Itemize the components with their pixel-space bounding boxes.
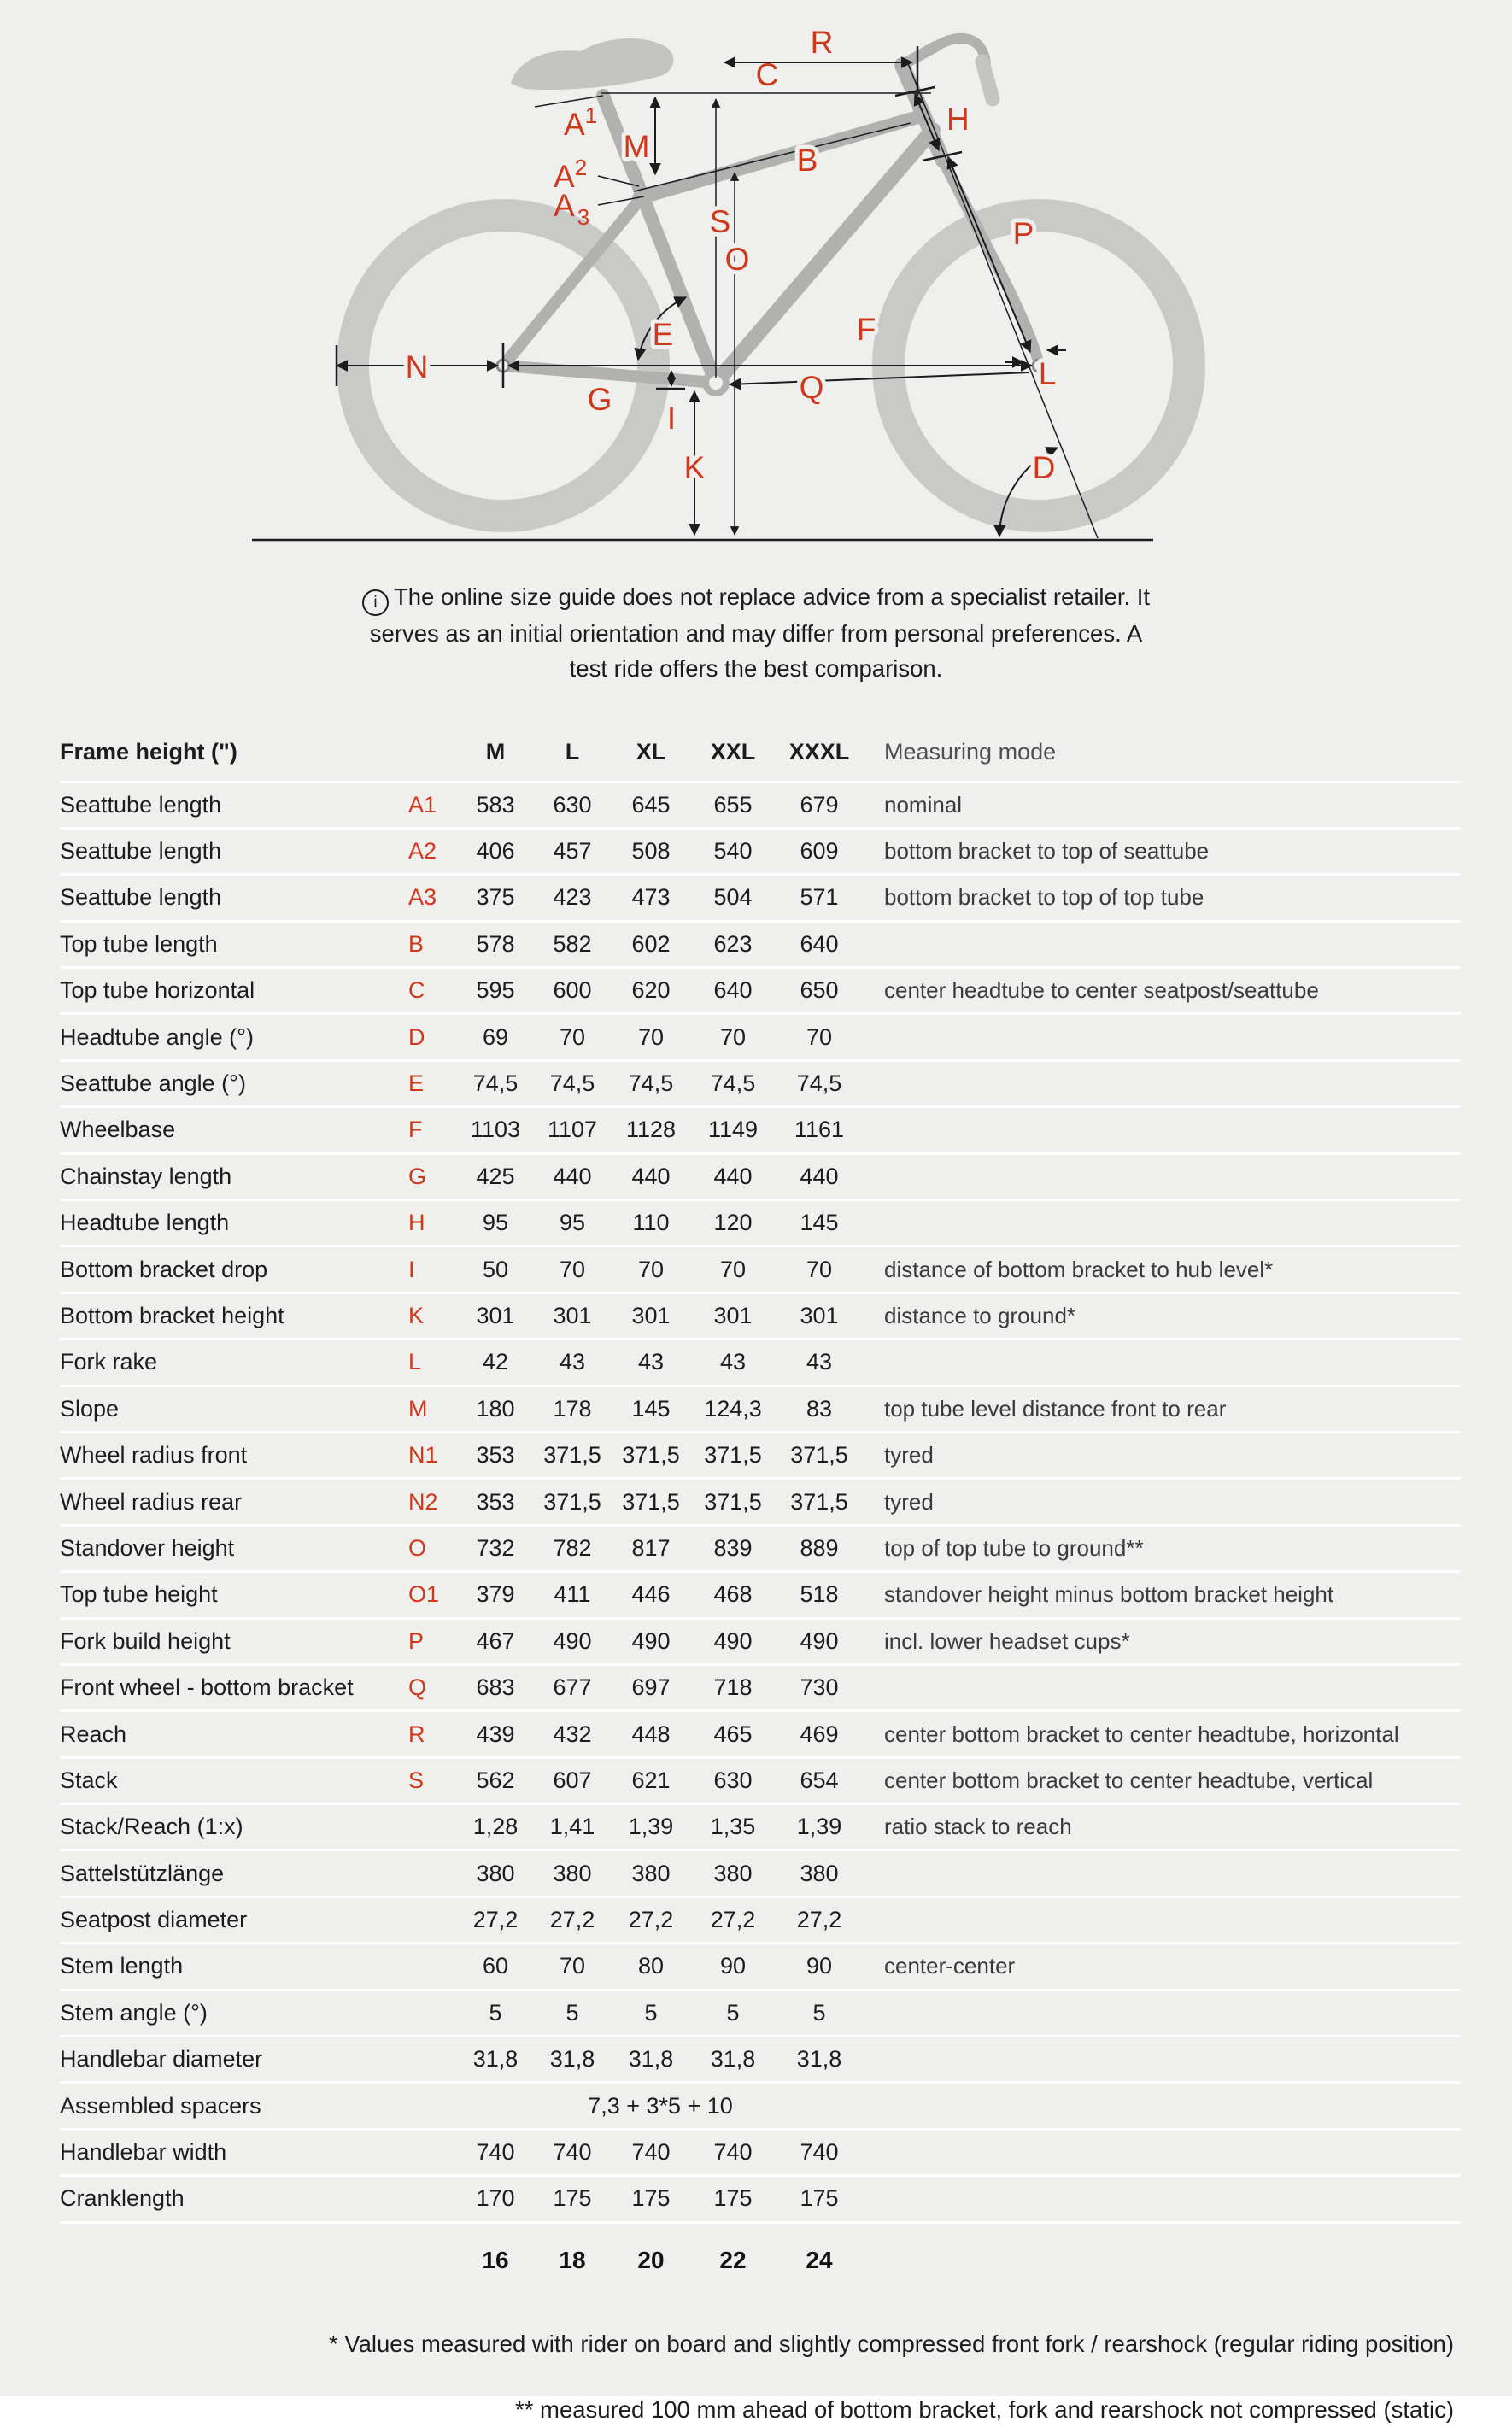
table-row	[60, 1620, 1461, 1666]
row-value: 180	[476, 1395, 515, 1422]
dimension-label-K: K	[683, 450, 706, 485]
row-value: 718	[713, 1674, 753, 1701]
table-row	[60, 783, 1461, 830]
row-value: 469	[800, 1721, 839, 1747]
dimension-label-A3: A $_3$	[554, 188, 590, 230]
row-label: Cranklength	[60, 2185, 185, 2212]
row-value: 623	[713, 930, 753, 957]
row-value: 90	[806, 1953, 833, 1979]
row-code: O1	[408, 1581, 440, 1608]
row-label: Slope	[60, 1395, 120, 1422]
row-value: 301	[553, 1302, 592, 1328]
row-measuring-mode: tyred	[884, 1488, 934, 1515]
table-row	[60, 1294, 1461, 1340]
row-value: 595	[476, 977, 515, 1004]
row-value: 609	[800, 838, 839, 865]
row-code: A3	[408, 884, 437, 911]
row-value: 70	[719, 1256, 747, 1282]
row-value: 27,2	[472, 1907, 519, 1933]
row-value: 650	[800, 977, 839, 1004]
row-value: 1149	[707, 1117, 759, 1143]
row-value: 1128	[625, 1117, 677, 1143]
row-value: 889	[800, 1534, 839, 1561]
row-code: N1	[408, 1442, 438, 1469]
row-value: 1,39	[796, 1814, 842, 1840]
row-code: M	[408, 1395, 428, 1422]
row-value: 371,5	[790, 1442, 848, 1469]
table-row	[60, 2131, 1461, 2177]
row-value: 607	[553, 1767, 592, 1793]
table-row	[60, 923, 1461, 969]
row-value: 120	[713, 1210, 753, 1236]
row-value: 1107	[547, 1117, 598, 1143]
row-label: Top tube height	[60, 1581, 218, 1608]
row-value: 70	[806, 1256, 833, 1282]
row-value: 42	[482, 1349, 509, 1375]
row-code: O	[408, 1534, 427, 1561]
row-measuring-mode: distance of bottom bracket to hub level*	[884, 1256, 1274, 1282]
row-value: 175	[631, 2185, 671, 2212]
row-value: 371,5	[790, 1488, 848, 1515]
row-label: Fork rake	[60, 1349, 158, 1375]
row-value: 439	[476, 1721, 515, 1747]
row-label: Seatpost diameter	[60, 1907, 248, 1933]
row-value: 43	[806, 1349, 833, 1375]
row-value: 740	[631, 2139, 671, 2166]
row-measuring-mode: incl. lower headset cups*	[884, 1627, 1130, 1654]
table-row	[60, 1666, 1461, 1712]
row-value: 504	[713, 884, 753, 911]
row-value: 654	[800, 1767, 839, 1793]
row-value: 380	[553, 1860, 592, 1886]
table-row	[60, 2037, 1461, 2084]
row-value: 60	[482, 1953, 509, 1979]
row-code: K	[408, 1302, 425, 1328]
row-value: 145	[800, 1210, 839, 1236]
row-label: Fork build height	[60, 1627, 231, 1654]
table-row	[60, 969, 1461, 1015]
row-value: 70	[637, 1023, 665, 1050]
row-value: 425	[476, 1163, 515, 1189]
dimension-label-E: E	[652, 317, 674, 352]
info-icon: i	[362, 589, 389, 616]
row-code: L	[408, 1349, 422, 1375]
row-value: 70	[559, 1953, 586, 1979]
row-value: 27,2	[710, 1907, 756, 1933]
row-label: Bottom bracket drop	[60, 1256, 268, 1282]
row-value: 371,5	[704, 1442, 762, 1469]
row-value: 740	[553, 2139, 592, 2166]
row-value: 380	[800, 1860, 839, 1886]
row-code: Q	[408, 1674, 427, 1701]
row-value: 70	[719, 1023, 747, 1050]
row-value: 1,35	[710, 1814, 756, 1840]
row-value: 70	[559, 1256, 586, 1282]
row-value: 353	[476, 1442, 515, 1469]
row-label: Stem length	[60, 1953, 184, 1979]
row-label: Top tube horizontal	[60, 977, 255, 1004]
b-line	[634, 123, 911, 191]
row-value: 1,41	[549, 1814, 595, 1840]
row-code: B	[408, 930, 425, 957]
row-value: 371,5	[543, 1442, 601, 1469]
row-value: 440	[713, 1163, 753, 1189]
row-value: 27,2	[628, 1907, 674, 1933]
info-note	[355, 579, 1157, 687]
row-value: 490	[553, 1627, 592, 1654]
column-header-xxxl: XXXL	[788, 739, 850, 765]
row-code: G	[408, 1163, 427, 1189]
dimension-label-A1: $A^1$	[564, 103, 598, 142]
row-value: 74,5	[472, 1070, 519, 1097]
table-title: Frame height (")	[60, 739, 237, 765]
row-measuring-mode: center bottom bracket to center headtube, vertical	[884, 1767, 1374, 1793]
row-value: 740	[476, 2139, 515, 2166]
column-header-m: M	[485, 739, 506, 765]
size-inches: 22	[719, 2246, 747, 2273]
row-value: 5	[726, 1999, 740, 2026]
dimension-label-M: M	[623, 129, 650, 164]
row-measuring-mode: center headtube to center seatpost/seattube	[884, 977, 1319, 1004]
row-label: Seattube length	[60, 884, 222, 911]
dimension-label-P: P	[1012, 216, 1034, 251]
dimension-label-G: G	[587, 382, 612, 417]
row-label: Bottom bracket height	[60, 1302, 284, 1328]
row-value: 640	[713, 977, 753, 1004]
table-row	[60, 2084, 1461, 2130]
table-row	[60, 1712, 1461, 1758]
row-value: 31,8	[628, 2046, 674, 2072]
row-value: 301	[713, 1302, 753, 1328]
row-label: Wheel radius rear	[60, 1488, 243, 1515]
row-measuring-mode: center-center	[884, 1953, 1016, 1979]
row-value: 70	[637, 1256, 665, 1282]
row-value: 110	[632, 1210, 670, 1236]
row-measuring-mode: bottom bracket to top of seattube	[884, 838, 1210, 865]
row-value: 411	[554, 1581, 591, 1608]
row-value: 540	[713, 838, 753, 865]
row-value: 571	[800, 884, 839, 911]
row-value: 69	[482, 1023, 509, 1050]
size-inches: 18	[559, 2246, 586, 2273]
row-measuring-mode: bottom bracket to top of top tube	[884, 884, 1204, 911]
table-row	[60, 1480, 1461, 1526]
bike-geometry-diagram	[0, 0, 1512, 557]
info-note-text: The online size guide does not replace advice from a specialist retailer. It serves as an initial orientation and may differ from personal preferences. A test ride offers the best comparison.	[369, 583, 1151, 683]
row-label: Stack	[60, 1767, 118, 1793]
dimension-label-A2: $A^2$	[554, 155, 588, 194]
row-value: 839	[713, 1534, 753, 1561]
row-value: 371,5	[622, 1488, 680, 1515]
row-value: 43	[637, 1349, 665, 1375]
row-value: 683	[476, 1674, 515, 1701]
row-value: 353	[476, 1488, 515, 1515]
row-code: F	[408, 1117, 423, 1143]
row-value: 473	[631, 884, 671, 911]
row-value: 5	[489, 1999, 502, 2026]
row-value: 740	[800, 2139, 839, 2166]
row-code: S	[408, 1767, 425, 1793]
row-value: 655	[713, 791, 753, 818]
table-header-row	[60, 724, 1461, 783]
row-value: 440	[631, 1163, 671, 1189]
row-code: I	[408, 1256, 415, 1282]
row-value: 50	[482, 1256, 509, 1282]
row-value: 508	[631, 838, 671, 865]
row-value: 74,5	[628, 1070, 674, 1097]
row-code: A1	[408, 791, 437, 818]
row-value: 375	[476, 884, 515, 911]
column-header-xl: XL	[636, 739, 666, 765]
row-value: 817	[631, 1534, 671, 1561]
row-value: 679	[800, 791, 839, 818]
dimension-label-I: I	[666, 401, 677, 436]
row-code: N2	[408, 1488, 438, 1515]
row-value: 170	[476, 2185, 515, 2212]
frame-sizes-row	[60, 2247, 1461, 2274]
row-value: 178	[553, 1395, 592, 1422]
row-value: 440	[800, 1163, 839, 1189]
table-row	[60, 1108, 1461, 1154]
row-value: 1103	[470, 1117, 521, 1143]
row-value: 70	[559, 1023, 586, 1050]
row-value: 732	[476, 1534, 515, 1561]
row-value: 740	[713, 2139, 753, 2166]
row-value: 83	[806, 1395, 833, 1422]
row-measuring-mode: nominal	[884, 791, 963, 818]
bike-diagram-svg	[0, 0, 1512, 557]
row-value-span: 7,3 + 3*5 + 10	[588, 2092, 733, 2119]
row-value: 5	[644, 1999, 658, 2026]
row-label: Seattube length	[60, 791, 222, 818]
row-value: 301	[800, 1302, 839, 1328]
row-value: 27,2	[796, 1907, 842, 1933]
row-value: 124,3	[704, 1395, 762, 1422]
row-value: 301	[631, 1302, 671, 1328]
table-row	[60, 2177, 1461, 2223]
row-value: 446	[631, 1581, 671, 1608]
row-value: 518	[800, 1581, 839, 1608]
dimension-label-H: H	[946, 102, 970, 137]
row-value: 43	[719, 1349, 747, 1375]
row-value: 406	[476, 838, 515, 865]
footnote-single-asterisk: * Values measured with rider on board and slightly compressed front fork / rearshock (regular riding position)	[328, 2330, 1454, 2357]
dimension-label-O: O	[724, 242, 750, 277]
row-value: 440	[553, 1163, 592, 1189]
row-value: 423	[553, 884, 592, 911]
row-label: Seattube length	[60, 838, 222, 865]
row-value: 371,5	[704, 1488, 762, 1515]
row-value: 175	[553, 2185, 592, 2212]
table-row	[60, 830, 1461, 876]
row-code: D	[408, 1023, 425, 1050]
row-measuring-mode: standover height minus bottom bracket height	[884, 1581, 1334, 1608]
row-value: 43	[559, 1349, 586, 1375]
dimension-label-F: F	[856, 312, 876, 347]
row-label: Stack/Reach (1:x)	[60, 1814, 243, 1840]
row-value: 630	[713, 1767, 753, 1793]
row-measuring-mode: ratio stack to reach	[884, 1814, 1072, 1840]
row-value: 371,5	[622, 1442, 680, 1469]
row-value: 578	[476, 930, 515, 957]
saddle	[511, 38, 674, 90]
table-row	[60, 1805, 1461, 1851]
row-value: 95	[559, 1210, 586, 1236]
row-value: 301	[476, 1302, 515, 1328]
dimension-label-C: C	[755, 57, 779, 92]
row-code: A2	[408, 838, 437, 865]
row-value: 457	[553, 838, 592, 865]
row-label: Reach	[60, 1721, 127, 1747]
column-header-l: L	[565, 739, 580, 765]
measuring-mode-header: Measuring mode	[884, 739, 1057, 765]
row-value: 490	[800, 1627, 839, 1654]
row-value: 31,8	[796, 2046, 842, 2072]
row-code: R	[408, 1721, 425, 1747]
chainstay	[503, 366, 716, 383]
table-row	[60, 1155, 1461, 1201]
footnotes	[0, 2330, 1512, 2424]
row-code: P	[408, 1627, 425, 1654]
row-label: Headtube length	[60, 1210, 230, 1236]
row-value: 371,5	[543, 1488, 601, 1515]
row-value: 1161	[794, 1117, 845, 1143]
row-value: 145	[631, 1395, 671, 1422]
row-value: 448	[631, 1721, 671, 1747]
row-code: E	[408, 1070, 425, 1097]
row-value: 490	[713, 1627, 753, 1654]
row-value: 175	[800, 2185, 839, 2212]
row-label: Sattelstützlänge	[60, 1860, 225, 1886]
geometry-table	[0, 724, 1512, 2274]
row-measuring-mode: top of top tube to ground**	[884, 1534, 1144, 1561]
row-value: 620	[631, 977, 671, 1004]
grip	[982, 62, 993, 99]
row-value: 175	[713, 2185, 753, 2212]
table-row	[60, 1247, 1461, 1293]
row-value: 380	[631, 1860, 671, 1886]
row-label: Seattube angle (°)	[60, 1070, 246, 1097]
row-value: 782	[553, 1534, 592, 1561]
size-inches: 20	[637, 2246, 665, 2273]
row-value: 380	[476, 1860, 515, 1886]
row-label: Stem angle (°)	[60, 1999, 208, 2026]
dimension-label-Q: Q	[799, 370, 824, 405]
table-body	[60, 783, 1461, 2224]
row-label: Standover height	[60, 1534, 235, 1561]
table-row	[60, 1991, 1461, 2037]
row-value: 730	[800, 1674, 839, 1701]
row-label: Wheel radius front	[60, 1442, 248, 1469]
table-row	[60, 1387, 1461, 1433]
row-value: 74,5	[710, 1070, 756, 1097]
row-value: 90	[719, 1953, 747, 1979]
footnote-double-asterisk: ** measured 100 mm ahead of bottom bracket, fork and rearshock not compressed (static)	[515, 2395, 1454, 2423]
row-value: 640	[800, 930, 839, 957]
row-value: 379	[476, 1581, 515, 1608]
row-value: 467	[476, 1627, 515, 1654]
row-value: 31,8	[472, 2046, 519, 2072]
row-value: 1,28	[472, 1814, 519, 1840]
row-value: 697	[631, 1674, 671, 1701]
row-measuring-mode: distance to ground*	[884, 1302, 1076, 1328]
row-value: 583	[476, 791, 515, 818]
row-value: 1,39	[628, 1814, 674, 1840]
table-row	[60, 876, 1461, 922]
row-value: 95	[482, 1210, 509, 1236]
row-measuring-mode: center bottom bracket to center headtube, horizontal	[884, 1721, 1399, 1747]
row-code: H	[408, 1210, 425, 1236]
column-header-xxl: XXL	[710, 739, 756, 765]
dimension-label-R: R	[810, 25, 834, 60]
table-row	[60, 1340, 1461, 1387]
table-row	[60, 1015, 1461, 1061]
row-value: 5	[812, 1999, 826, 2026]
dimension-label-L: L	[1038, 356, 1057, 391]
row-value: 27,2	[549, 1907, 595, 1933]
row-value: 621	[631, 1767, 671, 1793]
row-value: 468	[713, 1581, 753, 1608]
row-value: 432	[553, 1721, 592, 1747]
dimension-label-S: S	[709, 204, 731, 239]
row-label: Front wheel - bottom bracket	[60, 1674, 354, 1701]
row-label: Top tube length	[60, 930, 218, 957]
dimension-label-B: B	[796, 143, 818, 178]
dimension-label-D: D	[1032, 450, 1056, 485]
row-value: 31,8	[549, 2046, 595, 2072]
row-label: Assembled spacers	[60, 2092, 261, 2119]
row-code: C	[408, 977, 425, 1004]
row-label: Handlebar width	[60, 2139, 227, 2166]
row-value: 630	[553, 791, 592, 818]
row-label: Wheelbase	[60, 1117, 176, 1143]
row-value: 602	[631, 930, 671, 957]
row-value: 600	[553, 977, 592, 1004]
row-value: 80	[637, 1953, 665, 1979]
table-row	[60, 1527, 1461, 1573]
row-value: 70	[806, 1023, 833, 1050]
table-row	[60, 1759, 1461, 1805]
row-value: 74,5	[796, 1070, 842, 1097]
table-row	[60, 1898, 1461, 1944]
row-value: 5	[566, 1999, 579, 2026]
row-label: Chainstay length	[60, 1163, 232, 1189]
row-value: 490	[631, 1627, 671, 1654]
row-value: 380	[713, 1860, 753, 1886]
row-value: 31,8	[710, 2046, 756, 2072]
dimension-label-N: N	[405, 349, 429, 384]
row-value: 562	[476, 1767, 515, 1793]
size-inches: 16	[482, 2246, 509, 2273]
row-label: Headtube angle (°)	[60, 1023, 254, 1050]
table-row	[60, 1573, 1461, 1619]
row-value: 74,5	[549, 1070, 595, 1097]
row-value: 582	[553, 930, 592, 957]
table-row	[60, 1433, 1461, 1480]
table-row	[60, 1062, 1461, 1108]
row-value: 645	[631, 791, 671, 818]
row-value: 677	[553, 1674, 592, 1701]
table-row	[60, 1201, 1461, 1247]
table-row	[60, 1944, 1461, 1990]
row-measuring-mode: top tube level distance front to rear	[884, 1395, 1227, 1422]
row-measuring-mode: tyred	[884, 1442, 934, 1469]
row-label: Handlebar diameter	[60, 2046, 263, 2072]
row-value: 465	[713, 1721, 753, 1747]
table-row	[60, 1851, 1461, 1897]
size-inches: 24	[806, 2246, 833, 2273]
